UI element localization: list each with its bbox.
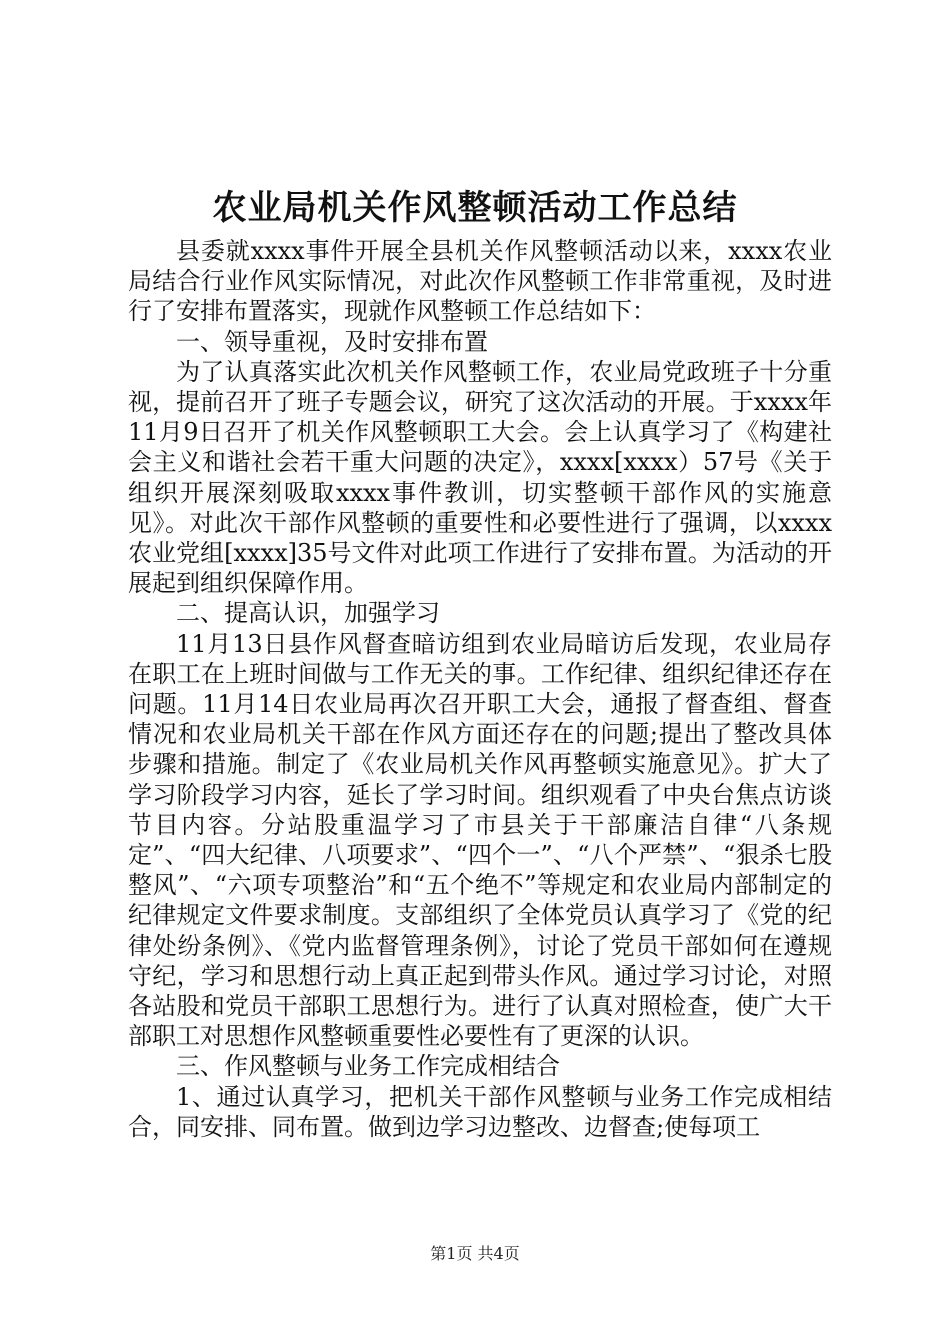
document-body	[128, 236, 832, 1142]
section-1-heading: 一、领导重视，及时安排布置	[176, 327, 488, 356]
intro-paragraph: 县委就xxxx事件开展全县机关作风整顿活动以来，xxxx农业局结合行业作风实际情况，对此次作风整顿工作非常重视，及时进行了安排布置落实，现就作风整顿工作总结如下：	[128, 237, 832, 326]
section-2-paragraph: 11月13日县作风督查暗访组到农业局暗访后发现，农业局存在职工在上班时间做与工作无关的事。工作纪律、组织纪律还存在问题。11月14日农业局再次召开职工大会，通报了督查组、督查情况和农业局机关干部在作风方面还存在的问题;提出了整改具体步骤和措施。制定了《农业局机关作风再整顿实施意见》。扩大了学习阶段学习内容，延长了学习时间。组织观看了中央台焦点访谈节目内容。分站股重温学习了市县关于干部廉洁自律“八条规定”、“四大纪律、八项要求”、“四个一”、“八个严禁”、“狠杀七股整风”、“六项专项整治”和“五个绝不”等规定和农业局内部制定的纪律规定文件要求制度。支部组织了全体党员认真学习了《党的纪律处纷条例》、《党内监督管理条例》，讨论了党员干部如何在遵规守纪，学习和思想行动上真正起到带头作风。通过学习讨论，对照各站股和党员干部职工思想行为。进行了认真对照检查，使广大干部职工对思想作风整顿重要性必要性有了更深的认识。	[128, 629, 832, 1051]
section-3-heading: 三、作风整顿与业务工作完成相结合	[176, 1052, 560, 1081]
document-title: 农业局机关作风整顿活动工作总结	[212, 188, 738, 228]
section-1-paragraph: 为了认真落实此次机关作风整顿工作，农业局党政班子十分重视，提前召开了班子专题会议，研究了这次活动的开展。于xxxx年11月9日召开了机关作风整顿职工大会。会上认真学习了《构建社会主义和谐社会若干重大问题的决定》，xxxx[xxxx）57号《关于组织开展深刻吸取xxxx事件教训，切实整顿干部作风的实施意见》。对此次干部作风整顿的重要性和必要性进行了强调，以xxxx农业党组[xxxx]35号文件对此项工作进行了安排布置。为活动的开展起到组织保障作用。	[128, 357, 832, 598]
section-2-heading: 二、提高认识，加强学习	[176, 599, 440, 628]
section-3-paragraph: 1、通过认真学习，把机关干部作风整顿与业务工作完成相结合，同安排、同布置。做到边学习边整改、边督查;使每项工	[128, 1082, 832, 1141]
page-number-footer: 第1页 共4页	[430, 1244, 520, 1263]
